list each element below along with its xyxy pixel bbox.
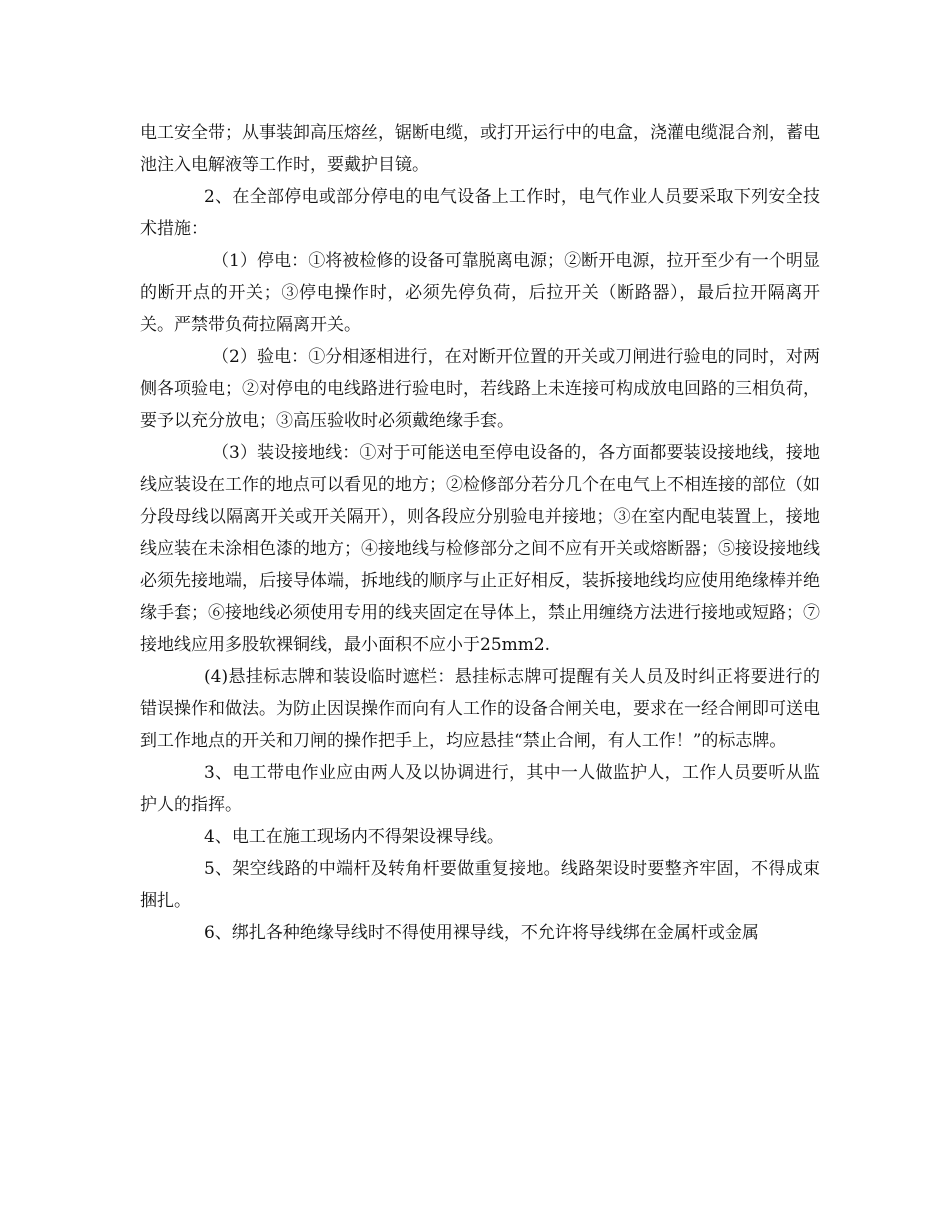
document-body <box>140 117 820 949</box>
paragraph-item-2: 2、在全部停电或部分停电的电气设备上工作时，电气作业人员要采取下列安全技术措施： <box>140 187 820 239</box>
paragraph-signs-barriers: (4)悬挂标志牌和装设临时遮栏：悬挂标志牌可提醒有关人员及时纠正将要进行的错误操作和做法。为防止因误操作而向有人工作的设备合闸关电，要求在一经合闸即可送电到工作地点的开关和刀闸的操作把手上，均应悬挂“禁止合闸，有人工作！”的标志牌。 <box>140 667 820 751</box>
paragraph-voltage-test: （2）验电：①分相逐相进行，在对断开位置的开关或刀闸进行验电的同时，对两侧各项验电；②对停电的电线路进行验电时，若线路上未连接可构成放电回路的三相负荷，要予以充分放电；③高压验收时必须戴绝缘手套。 <box>140 347 820 431</box>
paragraph-safety-belt: 电工安全带；从事装卸高压熔丝，锯断电缆，或打开运行中的电盒，浇灌电缆混合剂，蓄电池注入电解液等工作时，要戴护目镜。 <box>140 123 820 175</box>
paragraph-power-off: （1）停电：①将被检修的设备可靠脱离电源；②断开电源，拉开至少有一个明显的断开点的开关；③停电操作时，必须先停负荷，后拉开关（断路器），最后拉开隔离开关。严禁带负荷拉隔离开关。 <box>140 251 820 335</box>
paragraph-item-4: 4、电工在施工现场内不得架设裸导线。 <box>204 827 504 847</box>
paragraph-item-6: 6、绑扎各种绝缘导线时不得使用裸导线，不允许将导线绑在金属杆或金属 <box>204 923 759 943</box>
paragraph-item-5: 5、架空线路的中端杆及转角杆要做重复接地。线路架设时要整齐牢固，不得成束捆扎。 <box>140 859 820 911</box>
paragraph-grounding: （3）装设接地线：①对于可能送电至停电设备的，各方面都要装设接地线，接地线应装设在工作的地点可以看见的地方；②检修部分若分几个在电气上不相连接的部位（如分段母线以隔离开关或开关隔开），则各段应分别验电并接地；③在室内配电装置上，接地线应装在未涂相色漆的地方；④接地线与检修部分之间不应有开关或熔断器；⑤接设接地线必须先接地端，后接导体端，拆地线的顺序与止正好相反，装拆接地线均应使用绝缘棒并绝缘手套；⑥接地线必须使用专用的线夹固定在导体上，禁止用缠绕方法进行接地或短路；⑦接地线应用多股软裸铜线，最小面积不应小于25mm2. <box>140 443 820 655</box>
paragraph-item-3: 3、电工带电作业应由两人及以协调进行，其中一人做监护人，工作人员要听从监护人的指挥。 <box>140 763 820 815</box>
